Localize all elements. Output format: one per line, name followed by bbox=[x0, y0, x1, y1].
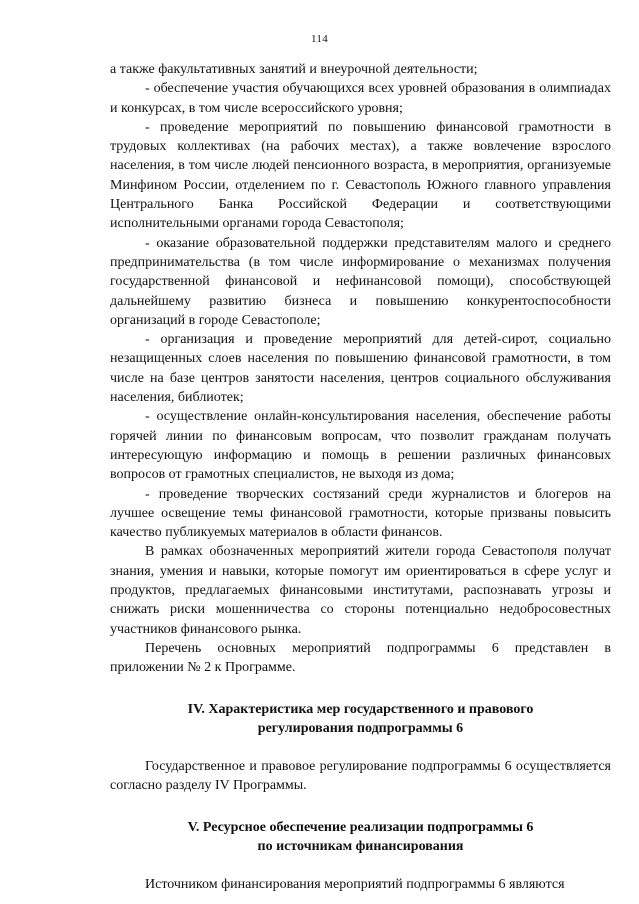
section-5-heading-line2: по источникам финансирования bbox=[257, 838, 464, 854]
section-4-heading-line2: регулирования подпрограммы 6 bbox=[257, 720, 464, 736]
section-5-text: Источником финансирования мероприятий подпрограммы 6 являются bbox=[145, 877, 565, 893]
paragraph-summary: В рамках обозначенных мероприятий жители города Севастополя получат знания, умения и навыки, которые помогут им ориентироваться в сфере услуг и продуктов, предлагаемых финансовыми институтами, распознавать угрозы и снижать риски мошенничества со стороны потенциально недобросовестных участников финансового рынка. bbox=[110, 544, 611, 637]
list-item-online-consulting: - осуществление онлайн-консультирования населения, обеспечение работы горячей линии по финансовым вопросам, что позволит гражданам получать интересующую информацию и помощь в решении различных финансовых вопросов от грамотных специалистов, не выходя из дома; bbox=[110, 409, 611, 483]
paragraph-continuation: а также факультативных занятий и внеурочной деятельности; bbox=[110, 62, 478, 77]
list-item-creative-contests: - проведение творческих состязаний среди журналистов и блогеров на лучшее освещение темы финансовой грамотности, которые призваны повысить качество публикуемых материалов в области финансов. bbox=[110, 486, 611, 541]
list-item-orphans: - организация и проведение мероприятий для детей-сирот, социально незащищенных слоев населения по повышению финансовой грамотности, в том числе на базе центров занятости населения, центров социального обслуживания населения, библиотек; bbox=[110, 332, 611, 406]
page-number: 114 bbox=[311, 33, 328, 45]
section-5-heading-line1: V. Ресурсное обеспечение реализации подпрограммы 6 bbox=[187, 819, 534, 835]
section-4-text: Государственное и правовое регулирование подпрограммы 6 осуществляется согласно разделу IV Программы. bbox=[110, 759, 611, 794]
section-4-heading bbox=[110, 700, 611, 739]
section-5-heading bbox=[110, 818, 611, 857]
list-item-olympiads: - обеспечение участия обучающихся всех уровней образования в олимпиадах и конкурсах, в том числе всероссийского уровня; bbox=[110, 81, 611, 116]
section-4-heading-line1: IV. Характеристика мер государственного и правового bbox=[187, 701, 534, 717]
document-body bbox=[110, 60, 611, 895]
paragraph-appendix-reference: Перечень основных мероприятий подпрограммы 6 представлен в приложении № 2 к Программе. bbox=[110, 640, 611, 676]
list-item-labor-collectives: - проведение мероприятий по повышению финансовой грамотности в трудовых коллективах (на рабочих местах), а также вовлечение взрослого населения, в том числе людей пенсионного возраста, в мероприятия, организуемые Минфином России, отделением по г. Севастополь Южного главного управления Центрального Банка Российской Федерации и соответствующими исполнительными органами города Севастополя; bbox=[110, 119, 611, 232]
list-item-business-support: - оказание образовательной поддержки представителям малого и среднего предпринимательства (в том числе информирование о механизмах получения государственной финансовой и нефинансовой помощи), способствующей дальнейшему развитию бизнеса и повышению конкурентоспособности организаций в городе Севастополе; bbox=[110, 235, 611, 328]
